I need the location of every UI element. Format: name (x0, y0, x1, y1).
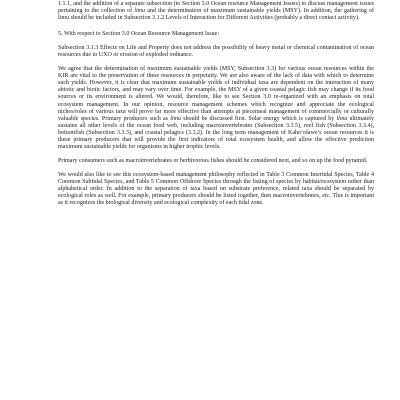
paragraph-msy-limu-intro: 1.1.1, and the addition of a separate subsection (to Section 3.0 Ocean resource Management Issues) to discuss management issues pertaining to the collection of limu and the determination of maximum sustainable yields (MSY). In addition, the gathering of limu should be included in Subsection 3.1.2 Levels of Interaction for Different Activities (probably a direct contact activity). (58, 1, 374, 22)
paragraph-primary-consumers: Primary consumers such as macroinvertebrates or herbivorous fishes should be considered next, and so on up the food pyramid. (58, 157, 368, 164)
section-heading-ocean-resource: 5. With respect to Section 3.0 Ocean Resource Management Issue: (58, 31, 220, 38)
paragraph-uxo-contamination: Subsection 3.1.3 Effects on Life and Property does not address the possibility of heavy metal or chemical contamination of ocean resources due to UXO or erosion of exploded ordnance. (58, 45, 374, 59)
paragraph-species-tables: We would also like to see this ecosystem-based management philosophy reflected in Table 3 Common Intertidal Species, Table 4 Common Subtidal Species, and Table 5 Common Offshore Species through the listing of species by habitat/ecosystem rather than alphabetical order. In addition to the separation of taxa based on substrate preference, related taxa should be separated by ecological roles as well. For example, primary producers should be listed together, then macroinvertebrates, etc. This is important as it recognizes the biological diversity and ecological complexity of each tidal zone. (58, 171, 374, 207)
paragraph-ecosystem-management: We agree that the determination of maximum sustainable yields (MSY, Subsection 3.3) for various ocean resources within the KIR are vital to the preservation of these resources in perpetuity. We are also aware of the lack of data with which to determine such yields. However, it is clear that maximum sustainable yields of individual taxa are dependent on the interaction of many abiotic and biotic factors, and may vary over time. For example, the MSY of a given coastal pelagic fish may change if its food sources or its environment is altered. We would, therefore, like to see Section 3.0 re-organized with an emphasis on total ecosystem management. In our opinion, resource management schemes which recognize and appreciate the ecological niches/roles of various taxa will prove far more effective than attempts at piecemeal management of commercially or culturally valuable species. Primary producers such as limu should be discussed first. Solar energy which is captured by limu ultimately sustains all other levels of the ocean food web, including macroinvertebrates (Subsection 3.3.5), reef fish (Subsection 3.3.4), bottomfish (Subsection 3.3.3), and coastal pelagics (3.3.2). In the long term management of Kaho‘olawe’s ocean resources it is these primary producers that will provide the first indicators of total ecosystem health, and allow the effective prediction maximum sustainable yields for organisms in higher trophic levels. (58, 66, 374, 150)
